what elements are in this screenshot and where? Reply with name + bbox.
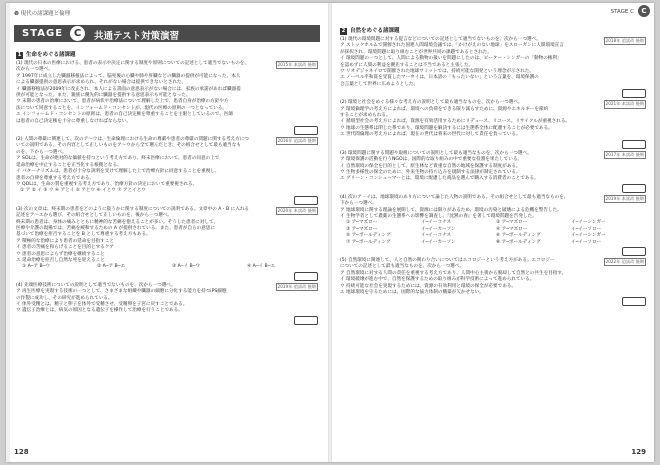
answer-choice: ① ア─マズロー (346, 220, 378, 226)
answer-box[interactable] (294, 196, 318, 205)
answer-choice: イ─イーコナス (421, 220, 452, 226)
answer-choice: ④ ア─マズロー (496, 226, 528, 232)
question-line: (5) 自然環境に関連して、人と自然の関わり合いについてはエコロジーという考え方がある。エコロジー (340, 257, 555, 263)
book-spread (6, 3, 654, 462)
answer-choice: イ─イーカーソン (421, 239, 456, 245)
question-line: ア 積極的な治療により患者の延命を目指すこと (16, 238, 114, 244)
question-line: (3) 環境問題に関する問題や取組についての説明として最も適当なものを、次から一つ選べ。 (340, 150, 532, 156)
question-line: ウ 患者の意思によらず治療を継続すること (16, 251, 105, 257)
question-line: を認めずに人間の利益を優先することは不当であると主張した。 (340, 62, 474, 68)
answer-box[interactable] (622, 89, 646, 98)
question-line: ア 環境保護の活動を行うNGOは、国際的な取り組みの中で重要な役割を果たしている。 (340, 157, 523, 163)
left-content (16, 49, 318, 327)
section-title: 生命をめぐる諸課題 (26, 52, 76, 58)
question-line: による臓器提供の意思表示が求められ、それがない場合は提供できないとされた。 (16, 80, 187, 86)
answer-choice: ⑦ ア─ボールディング (346, 239, 391, 245)
question-line: 次から一つ選べ。 (16, 67, 53, 73)
question (340, 258, 646, 306)
section-heading (16, 52, 318, 59)
answer-box[interactable] (622, 184, 646, 193)
question-line: 法について同意することを、インフォームド・コンセントが、現代の医療の原則の一つとなっている。 (16, 105, 227, 111)
question-line: ア 地球環境に関する理論を展開して、資源には限りがあるため、環境の汚染と破壊による危機を警告した。 (340, 207, 562, 213)
answer-choice: ⑤ ア─ボールディング (346, 233, 391, 239)
question-line: 合言葉として世界に広めようとした。 (340, 81, 419, 87)
left-page (6, 3, 328, 462)
question-line: ウ 持続可能な社会を実現するためには、資源の有効利用と環境の保全が必要である。 (340, 283, 517, 289)
question (340, 151, 646, 193)
question-line: イ 患者の苦痛を和らげることを目的とするケア (16, 245, 114, 251)
question-line: (3) 次の文章は、終末期の患者をどのように扱うかに関する制度についての説明である。文章中の A・B に入れる (16, 206, 250, 212)
exam-source-tag: 2019年 追試改 後期 (276, 283, 318, 291)
question-line: エ ノーベル平和賞を受賞したマータイは、日本語の「もったいない」という言葉を、環境保護の (340, 75, 539, 81)
question-line: することが求められる。 (340, 113, 391, 119)
answer-choice: ③ A─イ B─ウ (172, 264, 201, 270)
page-number: 129 (631, 448, 646, 456)
stage-letter-badge: C (70, 26, 85, 41)
exam-source-tag: 2019年 本試改 後期 (604, 195, 646, 203)
question-line: (2) 環境と社会をめぐる様々な考え方の説明として最も適当なものを、次から一つ選べ。 (340, 100, 523, 106)
exam-source-tag: 2022年 追試改 後期 (604, 258, 646, 266)
answer-choice: イ─イーソロー (571, 226, 602, 232)
answer-choice: ② A─ア B─エ (97, 264, 126, 270)
question (16, 207, 318, 281)
question-line: ウ 末期の患者の治療において、患者が病状や治療法について理解した上で、患者自身が治療の方針や方 (16, 99, 229, 105)
answer-box[interactable] (294, 316, 318, 325)
question-line: イ 臓器移植法が2009年に改正され、本人による書面の意思表示がない場合には、家族の承諾があれば臓器提 (16, 86, 241, 92)
question-line: ア 1997年に成立した臓器移植法によって、脳死後の心臓や肺や肝臓などの臓器の提供が可能になった。本人 (16, 73, 241, 79)
section-title: 自然をめぐる諸課題 (350, 28, 400, 34)
section-number: 2 (341, 28, 346, 34)
question-line: イ 環境破壊が進む中で、自然を保護するための取り組みが科学技術によって進められている。 (340, 277, 535, 283)
question-line: (2) 人間の尊厳に関連して、次のア〜ウは、生命倫理における生命の尊厳や患者の尊厳の問題に関する考え方につ (16, 137, 249, 143)
exam-source-tag: 2015年 本試改 後期 (276, 61, 318, 69)
answer-box[interactable] (294, 126, 318, 135)
question-line: いての説明である。その内容として正しいものをア〜ウから全て選んだとき、その組合せとして最も適当なも (16, 143, 241, 149)
question-line: ウ リオデジャネイロで開催された地球サミットでは、持続可能な開発という理念が示された。 (340, 69, 534, 75)
answer-box[interactable] (622, 247, 646, 256)
exam-source-tag: 2020年 本試改 後期 (276, 207, 318, 215)
stage-title: 共通テスト対策演習 (94, 31, 180, 42)
section-number: 1 (17, 52, 22, 58)
section-heading (340, 28, 646, 35)
question-line: イ 循環型社会の考え方によれば、資源を有効活用するためにリデュース、リユース、リサイクルが重視される。 (340, 119, 571, 125)
question-line: 供が可能となった。また、親族に優先的に臓器を提供する意思表示も可能となった。 (16, 93, 191, 99)
question-line: イ 生物学者として農薬の生態系への影響を調査し、『沈黙の春』を著して環境問題を告発した。 (340, 213, 537, 219)
question-line: のを、下から一つ選べ。 (16, 149, 67, 155)
stage-banner (14, 25, 320, 42)
exam-source-tag: 2016年 追試改 後期 (276, 137, 318, 145)
question-line: エ 世代間倫理の考え方によれば、現在の世代は将来の世代に対して責任を負っている。 (340, 132, 521, 138)
question-line: エ グリーン・コンシューマーとは、環境に配慮した商品を選んで購入する消費者のことである。 (340, 176, 539, 182)
question-line: 延命治療を中止することを正当化する根拠となる。 (16, 162, 122, 168)
exam-source-tag: 2017年 本試改 後期 (604, 151, 646, 159)
question (16, 61, 318, 135)
stage-thumb-badge: C (638, 5, 650, 17)
question-line: イ 体外受精とは、精子と卵子を体外で受精させ、受精卵を子宮に戻すことである。 (16, 302, 188, 307)
question-line: イ 環境問題の一つとして、人間による動物の扱いを問題にしたのは、ピーター・シンガーの「動物の権利」 (340, 56, 562, 62)
question-line: (1) 現代の環境問題に対する提言などについての記述として適当でないものを、次から一つ選べ。 (340, 37, 541, 42)
question (16, 283, 318, 325)
running-header: ❾ 現代の諸課題と倫理 (14, 11, 71, 17)
question-line: ウ QOLは、生命の質を重視する考え方であり、治療方針の決定において重要視される。 (16, 181, 198, 187)
question-line: (1) 現代の日本の医療における、患者の表示や決定に関する制度や原則についての記述として適当でないものを、 (16, 61, 249, 66)
question-line: についての記述として最も適当なものを、次から一つ選べ。 (340, 264, 464, 270)
answer-box[interactable] (622, 297, 646, 306)
question-line: は患者の自己決定権を十分に尊重しなければならない。 (16, 118, 131, 124)
question (340, 37, 646, 98)
question-line: ウ 地球の生態系は閉じた系であり、環境問題を解決するには生態系全体に配慮することが必要である。 (340, 125, 553, 131)
question-line: ア 再生医療を実現する技術の一つとして、さまざまな組織や臓器の細胞に分化する能力を持つiPS細胞 (16, 289, 227, 295)
answer-choice: イ─イーシンガー (571, 220, 606, 226)
question (340, 100, 646, 148)
right-content (340, 25, 646, 308)
answer-choice: ① A─ア B─ウ (22, 264, 51, 270)
question (16, 137, 318, 205)
question-line: エ インフォームド・コンセントの原則は、患者の自己決定権を尊重することを主眼としているので、医師 (16, 112, 234, 118)
question-line: (4) 次のア・イは、地球環境のあり方について論じた人物の説明である。その組合せとして最も適当なものを、 (340, 194, 569, 200)
answer-choice: イ─イーコナス (421, 233, 452, 239)
question-line: の作製に成功し、その研究が進められている。 (16, 295, 113, 301)
answer-choice: ② ア─マズロー (496, 220, 528, 226)
question-line: 下から一つ選べ。 (340, 201, 377, 207)
right-page (332, 3, 654, 462)
answer-choice: イ─イーシンガー (571, 233, 606, 239)
answer-box[interactable] (294, 272, 318, 281)
page-number: 128 (14, 448, 29, 456)
question-line: ア 自然環境に対する人間の責任を重視する考え方であり、人間中心主義から脱却して自然との共生を目指す。 (340, 270, 567, 276)
exam-source-tag: 2021年 本試改 後期 (604, 100, 646, 108)
question-line: ア SOLは、生命が絶対的な価値を持つという考え方であり、終末医療において、患者の同意の上で (16, 156, 220, 162)
exam-source-tag: 2018年 追試改 後期 (604, 37, 646, 45)
question-line: (4) 先端医療技術についての説明として適当でないものを、次から一つ選べ。 (16, 282, 176, 288)
question-line: ア 環境倫理学の考え方によれば、環境への負荷をできる限り減らすために、資源やエネルギーを節約 (340, 106, 549, 112)
running-header: STAGE C (610, 9, 634, 15)
answer-choice: ⑧ ア─ボールディング (496, 239, 541, 245)
answer-choices (16, 264, 318, 270)
stage-label: STAGE (22, 28, 64, 39)
answer-choice: ⑥ ア─ボールディング (496, 233, 541, 239)
answer-choices: ① ア ② イ ③ ウ ④ アとイ ⑤ アとウ ⑥ イとウ ⑦ アとイとウ (20, 188, 146, 194)
question-line: エ 延命治療を拒否し自然な死を迎えること (16, 257, 105, 263)
question-line: 医療や介護の現場では、苦痛を緩和するための A が提供されている。また、患者が自らの意思に (16, 225, 216, 231)
question-line: 基づいて治療を拒否することを B として尊重する考え方もある。 (16, 232, 151, 238)
answer-choice-table (340, 220, 646, 246)
answer-box[interactable] (622, 140, 646, 149)
answer-choice: イ─イーカーソン (421, 226, 456, 232)
question-line: 記述をア〜エから選び、その組合せとして正しいものを、後から一つ選べ。 (16, 213, 173, 219)
answer-choice: ④ A─イ B─エ (247, 264, 276, 270)
question-line: イ 自然環境の保全を目的として、原生林など貴重な自然の地域を保護する制度がある。 (340, 163, 521, 169)
question-line: 終末期の患者は、身体の痛みとともに精神的な苦痛を抱えることが多い。そうした患者に対して、 (16, 219, 219, 225)
question-line: が採択され、環境問題に取り組むことが世界共同の課題であるとされた。 (340, 49, 492, 55)
question (340, 195, 646, 256)
question-line: イ パターナリズムは、患者が十分な説明を受けて理解した上で治療方針に同意することを重視し、 (16, 169, 220, 175)
answer-choice: ③ ア─マズロー (346, 226, 378, 232)
answer-choice: イ─イーソロー (571, 239, 602, 245)
question-line: エ 地球環境を守るためには、国際的な協力体制の構築が欠かせない。 (340, 290, 484, 295)
question-line: 患者の自律を尊重する考え方である。 (16, 175, 95, 181)
question-line: ウ 遺伝子治療とは、病気の原因となる遺伝子を操作して治療を行うことである。 (16, 308, 183, 314)
question-line: ア ストックホルムで開催された国連人間環境会議では、「かけがえのない地球」をスローガンに人間環境宣言 (340, 43, 564, 49)
question-line: ウ 生物多様性の保全のために、外来生物の持ち込みを規制する法律が制定されている。 (340, 169, 521, 175)
